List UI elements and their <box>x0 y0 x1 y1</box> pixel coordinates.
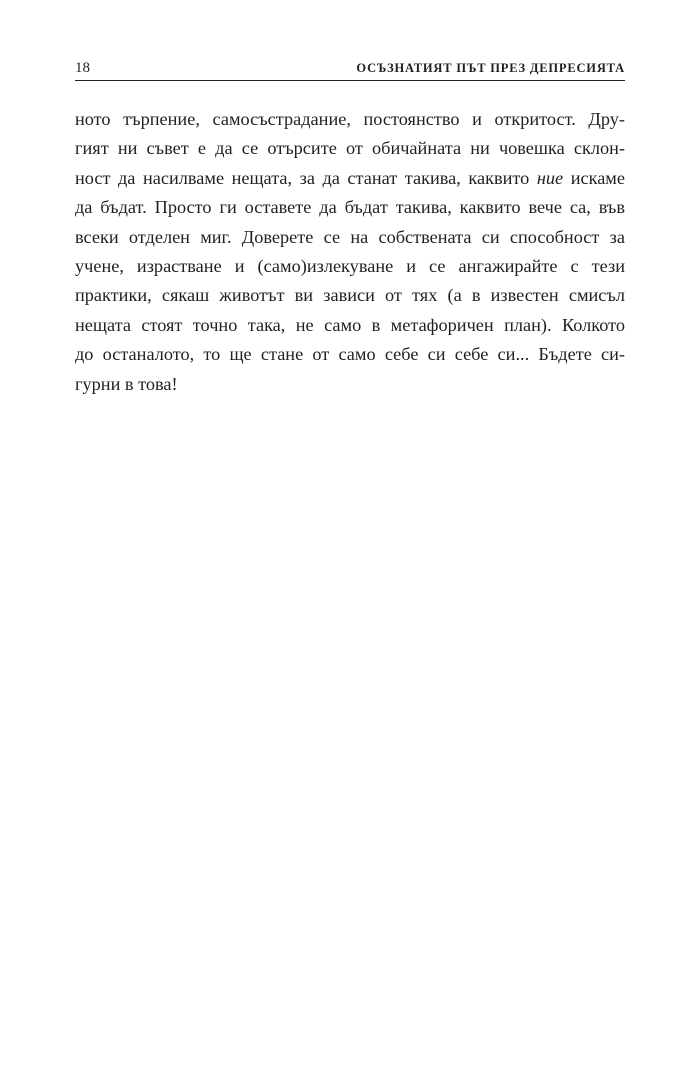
text-line <box>75 164 625 193</box>
text-line: до останалото, то ще стане от само себе си себе си... Бъдете си- <box>75 344 625 365</box>
text-line: ното търпение, самосъстрадание, постоянство и откритост. Дру- <box>75 109 625 129</box>
header-rule <box>75 80 625 81</box>
text-line: гият ни съвет е да се отърсите от обичайната ни човешка склон- <box>75 138 625 159</box>
body-paragraph <box>75 105 625 399</box>
text-line: всеки отделен миг. Доверете се на собствената си способност за <box>75 226 625 247</box>
page-number: 18 <box>75 60 90 76</box>
text-line: да бъдат. Просто ги оставете да бъдат такива, каквито вече са, във <box>75 197 625 218</box>
text-line: нещата стоят точно така, не само в метафоричен план). Колкото <box>75 314 625 335</box>
running-head-title: ОСЪЗНАТИЯТ ПЪТ ПРЕЗ ДЕПРЕСИЯТА <box>356 61 625 75</box>
text-run: искаме <box>570 167 625 188</box>
text-line: гурни в това! <box>75 373 178 394</box>
text-line: учене, израстване и (само)излекуване и се ангажирайте с тези <box>75 256 625 277</box>
page-header <box>75 56 625 80</box>
text-line: практики, сякаш животът ви зависи от тях (а в известен смисъл <box>75 285 625 306</box>
italic-emphasis: ние <box>536 167 564 188</box>
text-run: ност да насилваме нещата, за да станат такива, каквито <box>75 167 530 188</box>
